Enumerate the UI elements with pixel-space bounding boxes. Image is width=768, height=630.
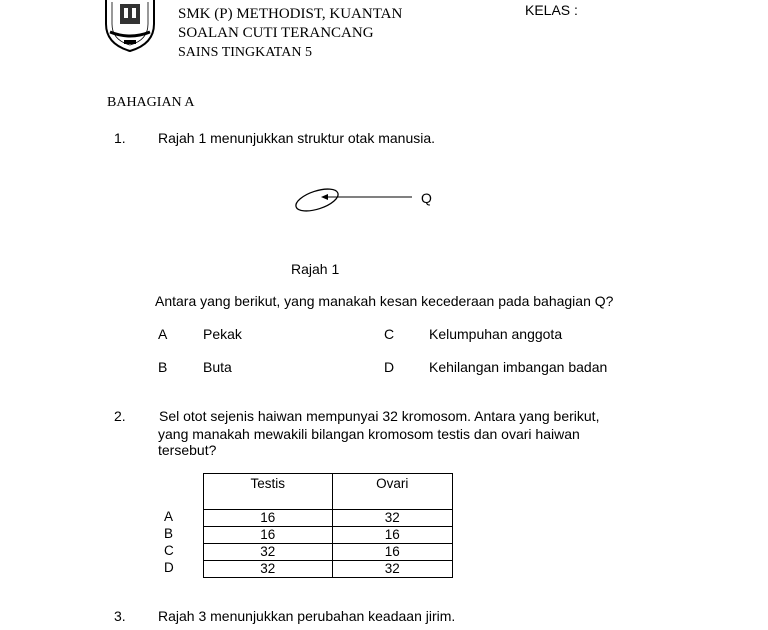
option-letter: A bbox=[158, 326, 168, 342]
option-text: Kehilangan imbangan badan bbox=[429, 359, 608, 375]
column-header-testis: Testis bbox=[204, 474, 333, 510]
row-letter: C bbox=[164, 543, 174, 558]
table-cell: 32 bbox=[204, 544, 333, 561]
brain-diagram bbox=[290, 180, 420, 220]
option-letter: B bbox=[158, 359, 168, 375]
table-cell: 16 bbox=[204, 527, 333, 544]
answer-table bbox=[203, 473, 453, 578]
question-1-prompt: Antara yang berikut, yang manakah kesan kecederaan pada bahagian Q? bbox=[155, 293, 614, 309]
label-q: Q bbox=[421, 190, 432, 206]
table-row bbox=[204, 544, 453, 561]
kelas-label: KELAS : bbox=[525, 2, 578, 18]
question-2-line-3: tersebut? bbox=[158, 442, 217, 458]
question-3-text: Rajah 3 menunjukkan perubahan keadaan jirim. bbox=[158, 608, 456, 624]
table-cell: 16 bbox=[204, 510, 333, 527]
table-cell: 16 bbox=[332, 527, 452, 544]
section-heading: BAHAGIAN A bbox=[107, 95, 195, 110]
question-1-number: 1. bbox=[114, 130, 126, 146]
option-letter: C bbox=[384, 326, 395, 342]
table-row bbox=[204, 561, 453, 578]
question-1-text: Rajah 1 menunjukkan struktur otak manusia. bbox=[158, 130, 436, 146]
subject-title: SAINS TINGKATAN 5 bbox=[178, 45, 312, 60]
table-row bbox=[204, 510, 453, 527]
school-crest-logo bbox=[100, 0, 160, 54]
question-2-number: 2. bbox=[114, 408, 126, 424]
option-letter: D bbox=[384, 359, 395, 375]
table-cell: 32 bbox=[204, 561, 333, 578]
question-2-line-2: yang manakah mewakili bilangan kromosom testis dan ovari haiwan bbox=[158, 426, 580, 442]
figure-1-caption: Rajah 1 bbox=[291, 261, 340, 277]
row-letters bbox=[164, 508, 174, 576]
table-cell: 16 bbox=[332, 544, 452, 561]
table-row bbox=[204, 527, 453, 544]
school-name: SMK (P) METHODIST, KUANTAN bbox=[178, 6, 403, 22]
row-letter: A bbox=[164, 509, 174, 524]
option-text: Pekak bbox=[203, 326, 242, 342]
table-cell: 32 bbox=[332, 510, 452, 527]
question-2-line-1: Sel otot sejenis haiwan mempunyai 32 kromosom. Antara yang berikut, bbox=[159, 408, 600, 424]
question-3-number: 3. bbox=[114, 608, 126, 624]
column-header-ovari: Ovari bbox=[332, 474, 452, 510]
table-cell: 32 bbox=[332, 561, 452, 578]
document-title: SOALAN CUTI TERANCANG bbox=[178, 25, 374, 41]
row-letter: D bbox=[164, 560, 174, 575]
row-letter: B bbox=[164, 526, 174, 541]
option-text: Buta bbox=[203, 359, 232, 375]
option-text: Kelumpuhan anggota bbox=[429, 326, 563, 342]
